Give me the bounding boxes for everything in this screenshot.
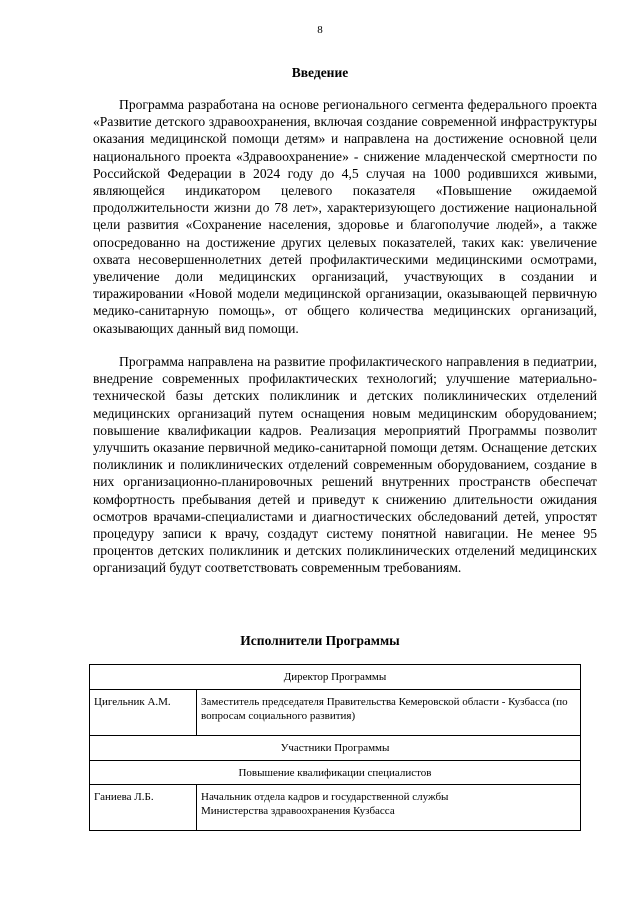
introduction-heading: Введение — [291, 65, 349, 80]
participant-position-line-2: Министерства здравоохранения Кузбасса — [201, 805, 395, 817]
paragraph-text: Программа разработана на основе регионального сегмента федерального проекта «Развитие детского здравоохранения, включая создание современной инфраструктуры оказания медицинской помощи детям» и направлена на достижение основной цели национального проекта «Здравоохранение» - снижение младенческой смертности по Российской Федерации в 2024 году до 4,5 случая на 1000 родившихся живыми, являющейся индикатором целевого показателя «Повышение ожидаемой продолжительности жизни до 78 лет», характеризующего достижение национальной цели развития «Сохранение населения, здоровье и благополучие людей», а также опосредованно на достижение других целевых показателей, таких как: увеличение охвата несовершеннолетних детей профилактическими медицинскими осмотрами, увеличение доли медицинских организаций, участвующих в создании и тиражировании «Новой модели медицинской организации, оказывающей первичную медико-санитарную помощь», от общего количества медицинских организаций, оказывающих данный вид помощи. — [93, 97, 597, 336]
section-title-cell: Повышение квалификации специалистов — [90, 761, 581, 785]
table-row — [90, 736, 581, 761]
introduction-paragraph-2 — [93, 353, 597, 577]
executors-table — [89, 664, 581, 831]
table-row — [90, 665, 581, 690]
table-row — [90, 761, 581, 785]
introduction-paragraph-1 — [93, 96, 597, 337]
page-number: 8 — [317, 24, 323, 36]
participant-position-cell — [197, 785, 581, 831]
table-row — [90, 785, 581, 831]
participants-header-cell: Участники Программы — [90, 736, 581, 761]
table-row — [90, 690, 581, 736]
participant-name-cell: Ганиева Л.Б. — [90, 785, 197, 831]
director-header-cell: Директор Программы — [90, 665, 581, 690]
paragraph-text: Программа направлена на развитие профилактического направления в педиатрии, внедрение современных профилактических технологий; улучшение материально-технической базы детских поликлиник и детских поликлинических отделений медицинских организаций путем оснащения новым медицинским оборудованием; повышение квалификации кадров. Реализация мероприятий Программы позволит улучшить оказание первичной медико-санитарной помощи детям. Оснащение детских поликлиник и поликлинических отделений современным оборудованием, создание в них организационно-планировочных решений внутренних пространств обеспечат комфортность пребывания детей и приведут к снижению длительности ожидания осмотров врачами-специалистами и диагностических обследований детей, упростят процедуру записи к врачу, создадут систему понятной навигации. Не менее 95 процентов детских поликлиник и детских поликлинических отделений медицинских организаций будут соответствовать современным требованиям. — [93, 354, 597, 576]
director-position-cell: Заместитель председателя Правительства Кемеровской области - Кузбасса (по вопросам социального развития) — [197, 690, 581, 736]
director-name-cell: Цигельник А.М. — [90, 690, 197, 736]
executors-heading: Исполнители Программы — [240, 633, 400, 648]
participant-position-line-1: Начальник отдела кадров и государственной службы — [201, 791, 449, 803]
